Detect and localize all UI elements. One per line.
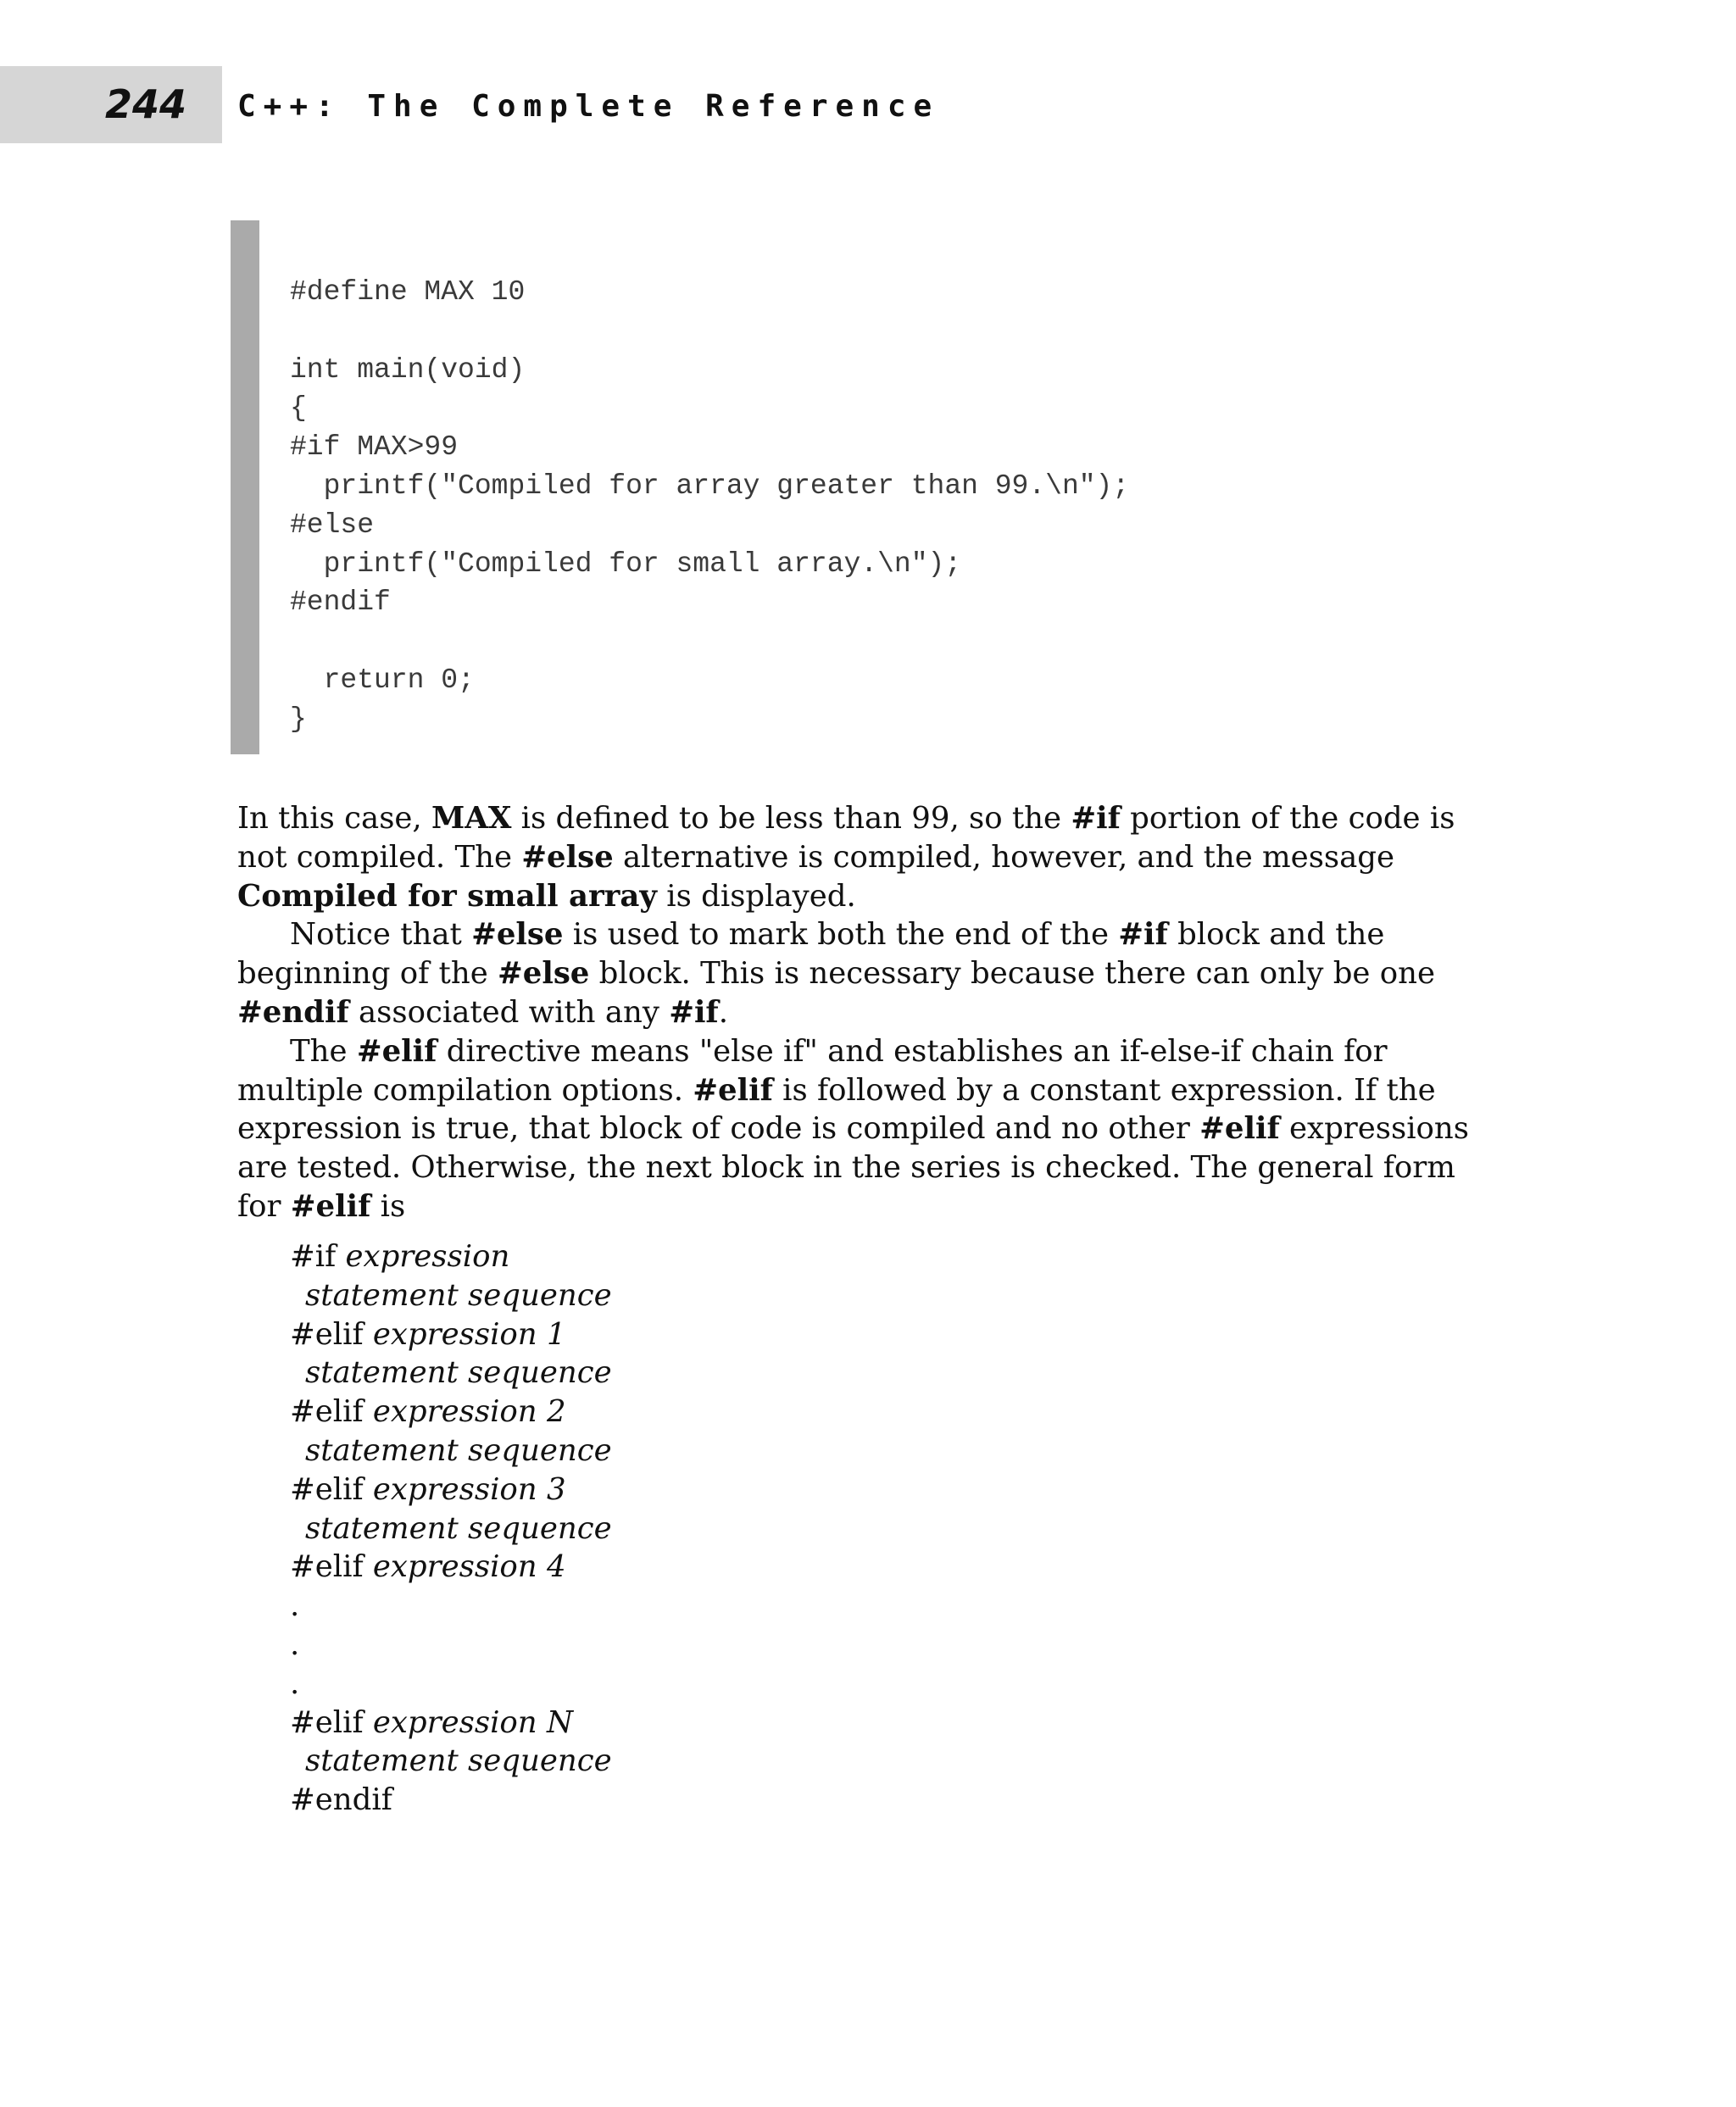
code-listing-bar — [231, 220, 259, 754]
syntax-line: #elif expression 2 — [290, 1394, 566, 1430]
paragraph-1: In this case, MAX is defined to be less than 99, so the #if portion of the code is not compiled. The #else alternative is compiled, however, and the message Compiled for small array is displayed. — [237, 801, 1455, 914]
paragraph-3: The #elif directive means "else if" and establishes an if-else-if chain for multiple compilation options. #elif is followed by a constant expression. If the expression is true, that block of code is compiled and no other #elif expressions are tested. Otherwise, the next block in the series is checked. The general form for #elif is — [237, 1033, 1470, 1224]
code-line: #endif — [290, 587, 391, 619]
syntax-line: #elif expression 1 — [290, 1316, 566, 1352]
code-line: } — [290, 703, 307, 735]
code-line: #if MAX>99 — [290, 431, 459, 464]
syntax-line: statement sequence — [305, 1432, 612, 1468]
code-line: printf("Compiled for small array.\n"); — [290, 548, 962, 580]
body-text — [237, 799, 1492, 1226]
code-line: return 0; — [290, 664, 475, 696]
elif-general-form — [290, 1237, 612, 1820]
paragraph-2: Notice that #else is used to mark both the end of the #if block and the beginning of the #else block. This is necessary because there can only be one #endif associated with any #if. — [237, 917, 1435, 1030]
syntax-line: statement sequence — [305, 1277, 612, 1313]
syntax-line: statement sequence — [305, 1510, 612, 1546]
syntax-line: #elif expression N — [290, 1704, 574, 1740]
syntax-ellipsis-dot: . — [290, 1588, 300, 1624]
running-head: C++: The Complete Reference — [237, 89, 940, 124]
code-listing — [290, 273, 1129, 739]
syntax-ellipsis-dot: . — [290, 1626, 300, 1662]
syntax-line: #elif expression 4 — [290, 1549, 566, 1585]
syntax-line: #if expression — [290, 1239, 510, 1274]
syntax-line: #endif — [290, 1782, 392, 1818]
code-line: #else — [290, 509, 375, 541]
code-line: int main(void) — [290, 353, 526, 386]
code-line — [290, 312, 1129, 351]
code-line: #define MAX 10 — [290, 276, 526, 308]
code-line: { — [290, 392, 307, 425]
syntax-ellipsis-dot: . — [290, 1665, 300, 1701]
syntax-line: statement sequence — [305, 1743, 612, 1779]
syntax-line: statement sequence — [305, 1355, 612, 1391]
code-line: printf("Compiled for array greater than 99.\n"); — [290, 470, 1130, 502]
page-number: 244 — [104, 81, 186, 127]
code-line — [290, 622, 1129, 661]
syntax-line: #elif expression 3 — [290, 1471, 566, 1507]
